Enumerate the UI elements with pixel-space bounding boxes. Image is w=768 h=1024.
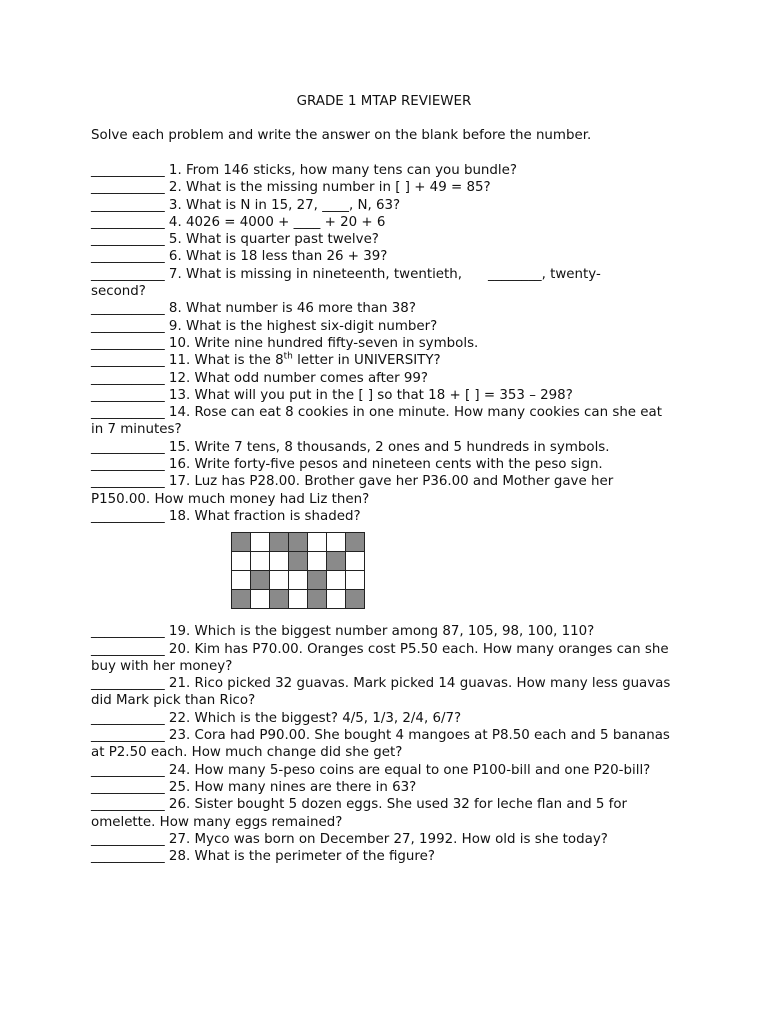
unshaded-cell — [289, 571, 308, 590]
question-text: letter in UNIVERSITY? — [292, 353, 441, 369]
question-text: 20. Kim has P70.00. Oranges cost P5.50 each. How many oranges can she buy with her money? — [91, 641, 669, 674]
unshaded-cell — [327, 571, 346, 590]
answer-blank[interactable]: ___________ — [91, 318, 165, 334]
question-item — [91, 335, 676, 352]
answer-blank[interactable]: ___________ — [91, 335, 165, 351]
question-text: 4. 4026 = 4000 + ____ + 20 + 6 — [168, 214, 386, 230]
shaded-cell — [327, 552, 346, 571]
answer-blank[interactable]: ___________ — [91, 728, 165, 744]
question-text: 21. Rico picked 32 guavas. Mark picked 14 guavas. How many less guavas did Mark pick than Rico? — [91, 676, 671, 709]
question-list — [91, 162, 676, 865]
question-continuation: second? — [91, 284, 146, 300]
question-item — [91, 370, 676, 387]
answer-blank[interactable]: ___________ — [91, 405, 165, 421]
question-item — [91, 727, 676, 762]
question-item — [91, 214, 676, 231]
unshaded-cell — [289, 590, 308, 609]
unshaded-cell — [251, 533, 270, 552]
unshaded-cell — [327, 590, 346, 609]
unshaded-cell — [251, 590, 270, 609]
answer-blank[interactable]: ___________ — [91, 457, 165, 473]
shaded-figure — [91, 525, 676, 623]
question-item — [91, 796, 676, 831]
answer-blank[interactable]: ___________ — [91, 197, 165, 213]
question-text: 3. What is N in 15, 27, ____, N, 63? — [168, 197, 401, 213]
unshaded-cell — [251, 552, 270, 571]
question-item — [91, 762, 676, 779]
answer-blank[interactable]: ___________ — [91, 301, 165, 317]
page-title: GRADE 1 MTAP REVIEWER — [296, 94, 472, 109]
shaded-cell — [308, 571, 327, 590]
unshaded-cell — [270, 571, 289, 590]
question-text: 14. Rose can eat 8 cookies in one minute. How many cookies can she eat in 7 minutes? — [91, 405, 662, 438]
answer-blank[interactable]: ___________ — [91, 797, 165, 813]
question-text: 25. How many nines are there in 63? — [168, 779, 417, 795]
answer-blank[interactable]: ___________ — [91, 710, 165, 726]
question-item — [91, 231, 676, 248]
question-text: 16. Write forty-five pesos and nineteen cents with the peso sign. — [168, 457, 603, 473]
answer-blank[interactable]: ___________ — [91, 266, 165, 282]
question-text: 7. What is missing in nineteenth, twentieth, — [168, 266, 463, 282]
question-text: 19. Which is the biggest number among 87, 105, 98, 100, 110? — [168, 624, 595, 640]
question-text: 23. Cora had P90.00. She bought 4 mangoes at P8.50 each and 5 bananas at P2.50 each. How much change did she get? — [91, 728, 670, 761]
answer-blank[interactable]: ___________ — [91, 676, 165, 692]
answer-blank[interactable]: ___________ — [91, 624, 165, 640]
answer-blank[interactable]: ___________ — [91, 474, 165, 490]
question-item — [91, 300, 676, 317]
answer-blank[interactable]: ___________ — [91, 762, 165, 778]
question-item — [91, 439, 676, 456]
instructions: Solve each problem and write the answer on the blank before the number. — [91, 128, 592, 143]
question-text: 9. What is the highest six-digit number? — [168, 318, 438, 334]
unshaded-cell — [308, 533, 327, 552]
question-item — [91, 623, 676, 640]
question-item — [91, 710, 676, 727]
shaded-cell — [232, 590, 251, 609]
question-text: 11. What is the 8 — [168, 353, 284, 369]
unshaded-cell — [232, 552, 251, 571]
unshaded-cell — [232, 571, 251, 590]
unshaded-cell — [346, 552, 365, 571]
superscript: th — [283, 351, 293, 362]
answer-blank[interactable]: ___________ — [91, 641, 165, 657]
question-item — [91, 387, 676, 404]
unshaded-cell — [270, 552, 289, 571]
answer-blank[interactable]: ___________ — [91, 249, 165, 265]
question-item — [91, 508, 676, 525]
question-text: 28. What is the perimeter of the figure? — [168, 849, 435, 865]
question-item — [91, 831, 676, 848]
question-text: 8. What number is 46 more than 38? — [168, 301, 416, 317]
question-item — [91, 179, 676, 196]
question-text: 26. Sister bought 5 dozen eggs. She used 32 for leche flan and 5 for omelette. How many eggs remained? — [91, 797, 628, 830]
answer-blank[interactable]: ___________ — [91, 439, 165, 455]
answer-blank[interactable]: ___________ — [91, 214, 165, 230]
fraction-grid — [231, 532, 365, 609]
shaded-cell — [232, 533, 251, 552]
question-item — [91, 197, 676, 214]
question-item — [91, 318, 676, 335]
answer-blank[interactable]: ___________ — [91, 779, 165, 795]
question-7 — [91, 266, 676, 283]
unshaded-cell — [308, 552, 327, 571]
answer-blank[interactable]: ___________ — [91, 163, 165, 178]
shaded-cell — [289, 533, 308, 552]
answer-blank[interactable]: ___________ — [91, 370, 165, 386]
question-text: 6. What is 18 less than 26 + 39? — [168, 249, 388, 265]
question-text: 1. From 146 sticks, how many tens can you bundle? — [168, 163, 517, 178]
question-text: 10. Write nine hundred fifty-seven in symbols. — [168, 335, 479, 351]
answer-blank[interactable]: ___________ — [91, 353, 165, 369]
question-item — [91, 779, 676, 796]
question-item — [91, 248, 676, 265]
question-text: 18. What fraction is shaded? — [168, 508, 361, 524]
question-text: 2. What is the missing number in [ ] + 49 = 85? — [168, 180, 491, 196]
question-item — [91, 848, 676, 865]
question-text: 27. Myco was born on December 27, 1992. How old is she today? — [168, 831, 608, 847]
unshaded-cell — [346, 571, 365, 590]
question-text: 17. Luz has P28.00. Brother gave her P36.00 and Mother gave her P150.00. How much money had Liz then? — [91, 474, 614, 507]
answer-blank[interactable]: ___________ — [91, 508, 165, 524]
shaded-cell — [346, 590, 365, 609]
question-text: 5. What is quarter past twelve? — [168, 232, 379, 248]
question-text: 22. Which is the biggest? 4/5, 1/3, 2/4, 6/7? — [168, 710, 462, 726]
question-item — [91, 641, 676, 676]
question-text: ________, twenty- — [488, 266, 601, 282]
shaded-cell — [346, 533, 365, 552]
answer-blank[interactable]: ___________ — [91, 180, 165, 196]
question-11 — [91, 352, 676, 369]
question-item — [91, 456, 676, 473]
shaded-cell — [270, 590, 289, 609]
shaded-cell — [270, 533, 289, 552]
question-item — [91, 404, 676, 439]
unshaded-cell — [327, 533, 346, 552]
answer-blank[interactable]: ___________ — [91, 849, 165, 865]
shaded-cell — [308, 590, 327, 609]
question-item — [91, 675, 676, 710]
shaded-cell — [289, 552, 308, 571]
answer-blank[interactable]: ___________ — [91, 232, 165, 248]
question-text: 24. How many 5-peso coins are equal to one P100-bill and one P20-bill? — [168, 762, 651, 778]
shaded-cell — [251, 571, 270, 590]
question-text: 13. What will you put in the [ ] so that 18 + [ ] = 353 – 298? — [168, 387, 573, 403]
question-item — [91, 473, 676, 508]
question-text: 15. Write 7 tens, 8 thousands, 2 ones and 5 hundreds in symbols. — [168, 439, 610, 455]
question-item — [91, 162, 676, 179]
question-text: 12. What odd number comes after 99? — [168, 370, 429, 386]
answer-blank[interactable]: ___________ — [91, 831, 165, 847]
answer-blank[interactable]: ___________ — [91, 387, 165, 403]
